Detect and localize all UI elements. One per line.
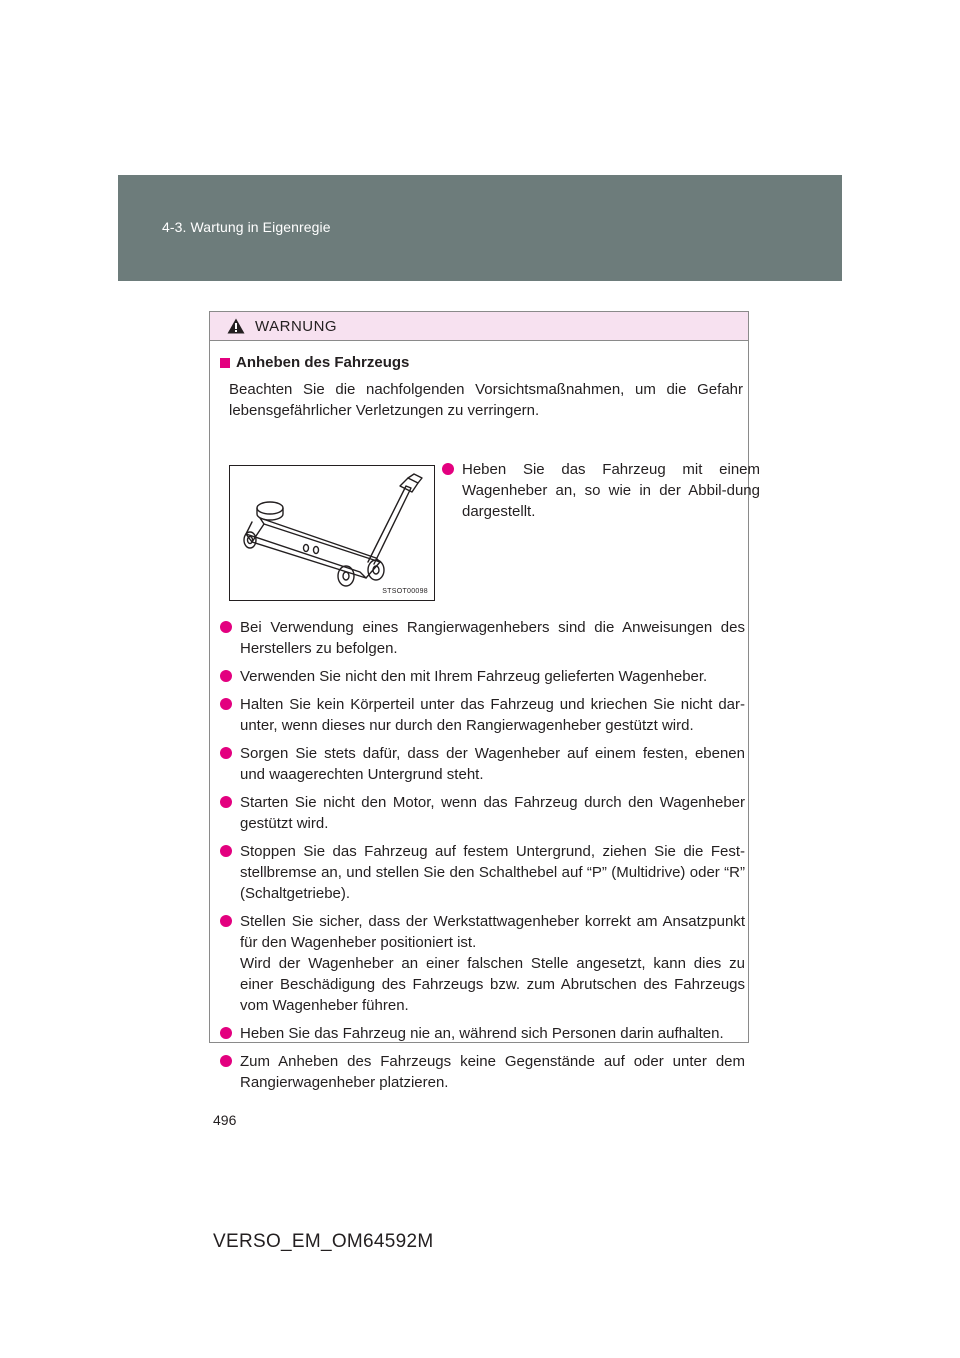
bullet-dot-icon (220, 845, 232, 857)
bullet-dot-icon (220, 1027, 232, 1039)
warning-body (210, 341, 760, 1091)
precaution-list (220, 617, 745, 1100)
list-item: Bei Verwendung eines Rangierwagenhebers sind die Anweisungen des Herstellers zu befolgen. (220, 617, 745, 659)
chapter-header-band (118, 175, 842, 281)
bullet-dot-icon (442, 463, 454, 475)
list-item: Sorgen Sie stets dafür, dass der Wagenheber auf einem festen, ebenen und waagerechten Untergrund steht. (220, 743, 745, 785)
intro-text: Beachten Sie die nachfolgenden Vorsichtsmaßnahmen, um die Gefahr lebensgefährlicher Verletzungen zu verringern. (229, 381, 743, 419)
bullet-dot-icon (220, 796, 232, 808)
bullet-dot-icon (220, 915, 232, 927)
figure-bullet-text: Heben Sie das Fahrzeug mit einem Wagenheber an, so wie in der Abbil-dung dargestellt. (462, 461, 760, 520)
list-item: Verwenden Sie nicht den mit Ihrem Fahrzeug gelieferten Wagenheber. (220, 666, 745, 687)
warning-box (209, 311, 760, 1091)
floor-jack-illustration (229, 465, 435, 601)
bullet-dot-icon (220, 621, 232, 633)
page-number: 496 (213, 1112, 237, 1128)
list-item: Starten Sie nicht den Motor, wenn das Fahrzeug durch den Wagenheber gestützt wird. (220, 792, 745, 834)
floor-jack-icon (230, 466, 434, 600)
list-item: Heben Sie das Fahrzeug nie an, während sich Personen darin aufhalten. (220, 1023, 745, 1044)
bullet-dot-icon (220, 1055, 232, 1067)
list-item-detail: Wird der Wagenheber an einer falschen Stelle angesetzt, kann dies zu einer Beschädigung des Fahrzeugs bzw. zum Abrutschen des Fahrzeugs vom Wagenheber führen. (240, 955, 745, 1014)
list-item: Halten Sie kein Körperteil unter das Fahrzeug und kriechen Sie nicht dar-unter, wenn dieses nur durch den Rangierwagenheber gestützt wird. (220, 694, 745, 736)
section-title: 4-3. Wartung in Eigenregie (162, 219, 331, 235)
square-bullet-icon (220, 358, 230, 368)
bullet-dot-icon (220, 670, 232, 682)
warning-header (210, 312, 748, 341)
list-item: Stoppen Sie das Fahrzeug auf festem Untergrund, ziehen Sie die Fest-stellbremse an, und stellen Sie den Schalthebel auf “P” (Multidrive) oder “R” (Schaltgetriebe). (220, 841, 745, 904)
warning-subheading (220, 354, 409, 371)
bullet-dot-icon (220, 698, 232, 710)
list-item: Stellen Sie sicher, dass der Werkstattwagenheber korrekt am Ansatzpunkt für den Wagenheber positioniert ist. Wird der Wagenheber an einer falschen Stelle angesetzt, kann dies zu einer Beschädigung des Fahrzeugs bzw. zum Abrutschen des Fahrzeugs vom Wagenheber führen. (220, 911, 745, 1016)
list-item: Zum Anheben des Fahrzeugs keine Gegenstände auf oder unter dem Rangierwagenheber platzieren. (220, 1051, 745, 1093)
figure-code: STSOT00098 (382, 588, 428, 595)
warning-triangle-icon (227, 318, 245, 334)
subheading-text: Anheben des Fahrzeugs (236, 354, 410, 371)
warning-label: WARNUNG (255, 317, 338, 335)
bullet-dot-icon (220, 747, 232, 759)
document-code: VERSO_EM_OM64592M (213, 1231, 434, 1252)
figure-bullet (442, 459, 760, 522)
